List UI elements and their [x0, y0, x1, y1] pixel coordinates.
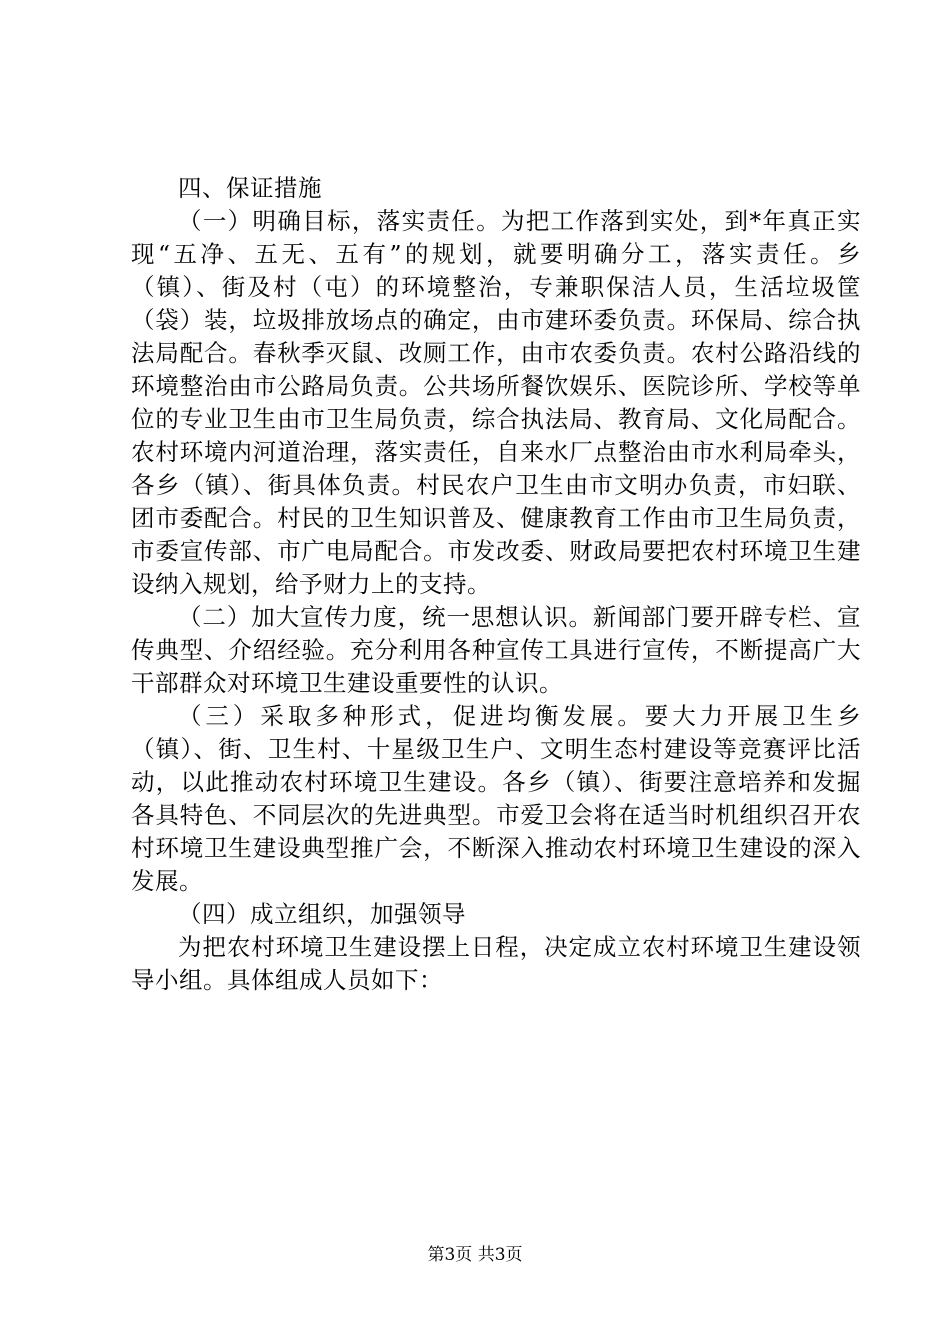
- paragraph-publicity: （二）加大宣传力度，统一思想认识。新闻部门要开辟专栏、宣传典型、介绍经验。充分利用各种宣传工具进行宣传，不断提高广大干部群众对环境卫生建设重要性的认识。: [131, 603, 861, 697]
- paragraph-development: （三）采取多种形式，促进均衡发展。要大力开展卫生乡（镇）、街、卫生村、十星级卫生户、文明生态村建设等竞赛评比活动，以此推动农村环境卫生建设。各乡（镇）、街要注意培养和发掘各具特色、不同层次的先进典型。市爱卫会将在适当时机组织召开农村环境卫生建设典型推广会，不断深入推动农村环境卫生建设的深入发展。: [131, 702, 861, 895]
- subheading-organization: （四）成立组织，加强领导: [178, 900, 466, 928]
- paragraph-leadership-group: 为把农村环境卫生建设摆上日程，决定成立农村环境卫生建设领导小组。具体组成人员如下：: [131, 933, 861, 994]
- paragraph-responsibility: （一）明确目标，落实责任。为把工作落到实处，到*年真正实现“五净、五无、五有”的规划，就要明确分工，落实责任。乡（镇）、街及村（屯）的环境整治，专兼职保洁人员，生活垃圾筐（袋）装，垃圾排放场点的确定，由市建环委负责。环保局、综合执法局配合。春秋季灭鼠、改厕工作，由市农委负责。农村公路沿线的环境整治由市公路局负责。公共场所餐饮娱乐、医院诊所、学校等单位的专业卫生由市卫生局负责，综合执法局、教育局、文化局配合。农村环境内河道治理，落实责任，自来水厂点整治由市水利局牵头，各乡（镇）、街具体负责。村民农户卫生由市文明办负责，市妇联、团市委配合。村民的卫生知识普及、健康教育工作由市卫生局负责，市委宣传部、市广电局配合。市发改委、财政局要把农村环境卫生建设纳入规划，给予财力上的支持。: [131, 207, 861, 598]
- page-footer: 第3页 共3页: [427, 1245, 523, 1265]
- section-heading: 四、保证措施: [178, 174, 322, 202]
- document-body: [131, 172, 861, 997]
